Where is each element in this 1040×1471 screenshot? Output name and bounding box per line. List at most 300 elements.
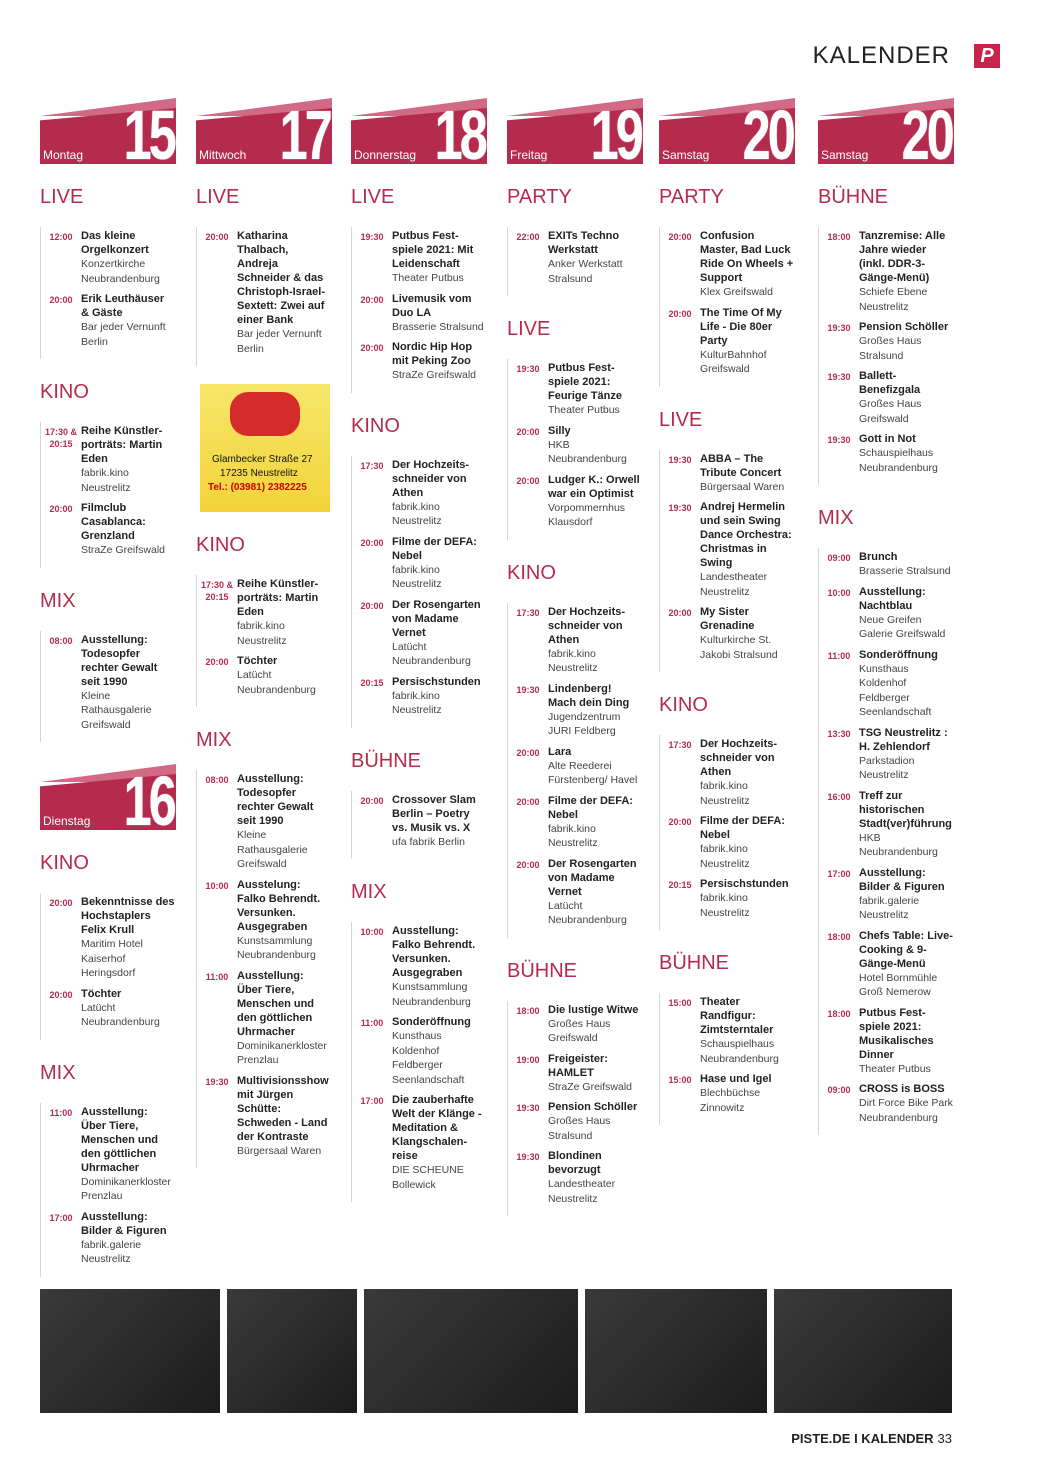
event-venue: fabrik.galerie Neustrelitz (859, 894, 920, 921)
event-time: 20:00 (49, 295, 73, 305)
event-body (81, 229, 175, 286)
event-title: Die zauberhafte Welt der Klänge - Meditation & Klangschalenreise (392, 1094, 482, 1162)
event-list (40, 227, 176, 359)
date-header (40, 762, 176, 840)
event-title: Ausstellung: Bilder & Figuren (859, 866, 945, 893)
event-time: 17:30 (668, 740, 692, 750)
event-body (548, 1149, 642, 1206)
event-title: Persischstunden (392, 675, 481, 688)
event-title: Hase und Igel (700, 1073, 772, 1085)
event-list (659, 450, 795, 673)
date-header (818, 96, 954, 174)
event-venue: Blechbüchse Zinnowitz (700, 1087, 761, 1114)
event-time: 20:00 (516, 747, 540, 758)
event-title: Ballett-Benefizgala (859, 370, 921, 396)
event-venue: Großes Haus Stralsund (859, 335, 922, 362)
event-item (819, 789, 954, 860)
event-title: Töchter (237, 655, 278, 667)
category-heading: MIX (40, 1061, 76, 1084)
event-item (819, 866, 954, 923)
event-body (700, 452, 794, 495)
day-column (659, 96, 795, 1125)
event-time: 18:00 (827, 1008, 851, 1019)
event-item (660, 877, 795, 920)
event-time: 20:00 (668, 308, 692, 319)
event-title: TSG Neustrelitz : H. Zehlendorf (859, 726, 948, 753)
weekday-label: Dienstag (43, 814, 91, 828)
event-body (81, 501, 175, 558)
category-heading: KINO (40, 381, 89, 403)
event-title: Crossover Slam Berlin – Poetry vs. Musik vs. X (392, 793, 476, 834)
category-heading: LIVE (659, 408, 703, 431)
event-venue: Landestheater Neustrelitz (548, 1178, 616, 1205)
party-photo-5 (774, 1289, 952, 1413)
category-heading: MIX (818, 507, 854, 529)
event-time: 19:30 (516, 1103, 540, 1113)
event-venue: fabrik.kino Neustrelitz (81, 467, 131, 494)
event-time: 17:30 & 20:15 (200, 580, 234, 602)
event-item (508, 857, 643, 928)
event-time: 09:00 (827, 553, 851, 563)
event-venue: Kleine Rathausgalerie Greifswald (81, 689, 152, 731)
party-photo-4 (585, 1289, 767, 1413)
event-body (548, 605, 642, 676)
event-time: 19:30 (668, 454, 692, 465)
event-venue: HKB Neubrandenburg (548, 438, 627, 465)
event-body (700, 814, 794, 871)
event-item (660, 500, 795, 599)
advert-pizza (200, 384, 330, 512)
event-time: 19:30 (827, 372, 851, 382)
event-item (352, 924, 487, 1009)
event-title: Die lustige Witwe (548, 1003, 639, 1016)
event-title: Ausstellung: Bilder & Figuren (81, 1210, 167, 1237)
event-list (196, 770, 332, 1168)
event-item (197, 878, 332, 963)
event-body (237, 878, 331, 963)
event-body (700, 1072, 794, 1115)
event-title: Pension Schöller (859, 321, 949, 333)
event-venue: fabrik.kino Neustrelitz (237, 620, 287, 647)
event-title: Filme der DEFA: Nebel (700, 815, 785, 841)
event-time: 19:30 (827, 435, 851, 445)
event-body (859, 1006, 953, 1077)
event-venue: Brasserie Stralsund (392, 320, 484, 333)
footer-text: PISTE.DE I KALENDER (791, 1431, 934, 1446)
event-list (40, 631, 176, 743)
footer (791, 1431, 952, 1446)
event-title: Putbus Festspiele 2021: Musikalisches Dinner (859, 1006, 934, 1061)
event-time: 17:00 (49, 1212, 73, 1223)
event-body (81, 1210, 175, 1267)
event-venue: Kunstsammlung Neubrandenburg (237, 934, 316, 961)
event-list (659, 227, 795, 387)
weekday-label: Freitag (510, 148, 548, 162)
category-heading: BÜHNE (818, 186, 889, 208)
event-body (392, 292, 486, 335)
party-photo-3 (364, 1289, 578, 1413)
category-heading: KINO (507, 561, 556, 584)
event-item (508, 745, 643, 788)
event-body (859, 369, 953, 426)
event-venue: fabrik.kino Neustrelitz (392, 689, 442, 716)
event-body (237, 577, 331, 648)
event-title: Sonderöffnung (392, 1016, 471, 1028)
category-heading: KINO (659, 694, 708, 716)
event-body (548, 745, 642, 788)
event-venue: DIE SCHEUNE Bollewick (392, 1164, 464, 1191)
event-list (818, 227, 954, 485)
event-title: Persischstunden (700, 878, 789, 890)
event-body (548, 857, 642, 928)
event-venue: fabrik.galerie Neustrelitz (81, 1238, 142, 1265)
event-list (659, 993, 795, 1125)
event-item (819, 369, 954, 426)
event-time: 20:00 (49, 989, 73, 1000)
event-list (40, 422, 176, 568)
event-time: 12:00 (49, 232, 73, 242)
event-title: Nordic Hip Hop mit Peking Zoo (392, 341, 473, 367)
event-venue: Bar jeder Vernunft Berlin (237, 328, 322, 355)
event-venue: StraZe Greifswald (548, 1080, 633, 1093)
event-title: Theater Randfigur: Zimtsterntaler (700, 996, 774, 1036)
event-title: My Sister Grenadine (700, 606, 755, 632)
event-item (41, 292, 176, 349)
event-body (700, 737, 794, 808)
category-heading: KINO (351, 414, 400, 437)
event-item (819, 929, 954, 1000)
event-item (508, 794, 643, 851)
advert-logo-icon (230, 392, 300, 436)
event-time: 20:00 (49, 898, 73, 908)
event-time: 10:00 (827, 587, 851, 598)
event-time: 19:30 (205, 1076, 229, 1087)
event-list (40, 893, 176, 1040)
event-item (660, 306, 795, 377)
event-time: 17:30 (360, 460, 384, 471)
event-time: 19:30 (827, 323, 851, 333)
event-item (819, 1006, 954, 1077)
event-time: 17:30 & 20:15 (44, 427, 78, 449)
event-title: Ludger K.: Orwell war ein Optimist (548, 473, 640, 500)
day-number: 15 (123, 96, 174, 174)
event-body (548, 794, 642, 851)
event-list (40, 1103, 176, 1277)
event-body (237, 1074, 331, 1159)
event-time: 20:15 (360, 677, 384, 688)
event-list (818, 548, 954, 1135)
event-title: Der Rosengarten von Madame Vernet (548, 857, 637, 898)
event-item (41, 501, 176, 558)
event-venue: Kleine Rathausgalerie Greifswald (237, 829, 308, 870)
event-time: 20:15 (668, 880, 692, 890)
event-venue: Hotel Bornmühle Groß Nemerow (859, 971, 938, 998)
event-title: The Time Of My Life - Die 80er Party (700, 306, 782, 347)
event-venue: ufa fabrik Berlin (392, 835, 465, 848)
page-title: KALENDER (812, 42, 950, 69)
event-item (660, 229, 795, 300)
event-body (859, 320, 953, 363)
event-body (859, 789, 953, 860)
event-time: 13:30 (827, 728, 851, 739)
category-heading: KINO (196, 534, 245, 556)
event-body (548, 361, 642, 418)
category-heading: BÜHNE (351, 749, 422, 772)
category-heading: BÜHNE (507, 959, 578, 982)
event-body (392, 458, 486, 529)
event-time: 20:00 (360, 600, 384, 611)
event-time: 19:30 (668, 503, 692, 513)
day-column (818, 96, 954, 1135)
event-body (548, 424, 642, 467)
event-time: 20:00 (360, 343, 384, 353)
event-item (197, 969, 332, 1068)
event-item (508, 229, 643, 286)
category-heading: MIX (196, 729, 232, 751)
event-list (351, 791, 487, 860)
event-item (660, 605, 795, 662)
event-venue: Parkstadion Neustrelitz (859, 754, 915, 781)
event-venue: Schiefe Ebene Neustrelitz (859, 286, 928, 313)
event-body (548, 1003, 642, 1046)
event-body (859, 648, 953, 720)
day-column (40, 96, 176, 1277)
event-item (352, 535, 487, 592)
event-time: 20:00 (668, 232, 692, 242)
event-body (700, 995, 794, 1066)
category-heading: BÜHNE (659, 952, 730, 974)
event-item (41, 1210, 176, 1267)
event-venue: fabrik.kino Neustrelitz (700, 843, 750, 870)
event-venue: Großes Haus Stralsund (548, 1115, 611, 1142)
page-number: 33 (937, 1431, 952, 1446)
event-time: 20:00 (516, 796, 540, 807)
event-item (508, 1003, 643, 1046)
event-venue: Alte Reederei Fürstenberg/ Havel (548, 759, 638, 786)
event-time: 17:30 (516, 607, 540, 618)
event-venue: Bürgersaal Waren (700, 480, 785, 493)
event-list (196, 575, 332, 707)
event-venue: Neue Greifen Galerie Greifswald (859, 613, 946, 640)
event-item (819, 585, 954, 642)
event-list (507, 227, 643, 296)
event-title: Brunch (859, 551, 898, 563)
event-venue: Klex Greifswald (700, 286, 773, 298)
weekday-label: Samstag (662, 148, 710, 162)
event-time: 20:00 (668, 817, 692, 827)
date-header (507, 96, 643, 174)
event-time: 19:30 (516, 364, 540, 374)
event-time: 18:00 (827, 232, 851, 242)
event-venue: Schauspielhaus Neubrandenburg (700, 1038, 779, 1065)
date-header (40, 96, 176, 174)
event-venue: Theater Putbus (859, 1062, 931, 1075)
event-body (700, 229, 794, 300)
event-title: Erik Leuthäuser & Gäste (81, 293, 165, 319)
event-venue: KulturBahnhof Greifswald (700, 348, 767, 375)
event-time: 10:00 (205, 880, 229, 891)
event-item (508, 682, 643, 739)
event-venue: fabrik.kino Neustrelitz (700, 892, 750, 919)
event-title: CROSS is BOSS (859, 1083, 945, 1095)
day-column (507, 96, 643, 1216)
event-item (508, 361, 643, 418)
category-heading: MIX (40, 589, 76, 612)
event-body (392, 793, 486, 850)
event-list (507, 359, 643, 540)
category-heading: MIX (351, 881, 387, 903)
event-title: Multivisionsshow mit Jürgen Schütte: Schweden - Land der Kontraste (237, 1074, 329, 1143)
event-body (237, 229, 331, 356)
event-venue: Kulturkirche St. Jakobi Stralsund (700, 634, 778, 661)
event-title: Ausstellung: Falko Behrendt. Versunken. Ausgegraben (392, 925, 476, 979)
event-time: 20:00 (516, 426, 540, 437)
event-title: Livemusik vom Duo LA (392, 292, 472, 319)
event-time: 20:00 (360, 294, 384, 305)
event-body (859, 1082, 953, 1125)
event-title: Töchter (81, 987, 122, 1000)
event-body (859, 726, 953, 783)
event-venue: Vorpommernhus Klausdorf (548, 501, 626, 528)
event-title: Der Hochzeitsschneider von Athen (700, 738, 778, 778)
event-item (660, 452, 795, 495)
event-time: 18:00 (827, 931, 851, 942)
event-body (392, 340, 486, 383)
event-time: 20:00 (49, 504, 73, 514)
event-item (819, 432, 954, 475)
event-item (352, 458, 487, 529)
event-time: 20:00 (360, 537, 384, 548)
event-venue: Theater Putbus (548, 404, 620, 416)
event-item (352, 598, 487, 669)
event-title: Chefs Table: Live-Cooking & 9-Gänge-Menü (859, 929, 953, 970)
event-time: 08:00 (49, 635, 73, 646)
event-venue: Dirt Force Bike Park Neubrandenburg (859, 1097, 953, 1124)
event-item (508, 1100, 643, 1143)
event-venue: Jugendzentrum JURI Feldberg (548, 710, 621, 737)
event-time: 19:30 (360, 232, 384, 242)
date-header (351, 96, 487, 174)
event-item (352, 229, 487, 286)
event-item (41, 1105, 176, 1204)
category-heading: LIVE (40, 186, 84, 208)
event-title: Treff zur historischen Stadt(ver)führung (859, 789, 952, 830)
event-time: 20:00 (668, 608, 692, 618)
event-body (392, 229, 486, 286)
event-venue: Kunstsammlung Neubrandenburg (392, 981, 471, 1008)
category-heading: KINO (40, 852, 89, 874)
event-title: Ausstellung: Über Tiere, Menschen und den göttlichen Uhrmacher (237, 969, 315, 1038)
event-venue: Theater Putbus (392, 272, 464, 284)
event-title: Filme der DEFA: Nebel (548, 794, 633, 821)
event-title: Silly (548, 424, 571, 437)
event-body (392, 1015, 486, 1087)
event-title: Gott in Not (859, 433, 916, 445)
event-body (859, 866, 953, 923)
event-item (819, 726, 954, 783)
event-venue: fabrik.kino Neustrelitz (548, 822, 598, 849)
event-title: Confusion Master, Bad Luck Ride On Wheels + Support (700, 230, 794, 284)
event-body (859, 550, 953, 579)
event-title: Reihe Künstlerporträts: Martin Eden (81, 425, 163, 465)
event-time: 20:00 (205, 232, 229, 242)
event-title: ABBA – The Tribute Concert (700, 452, 782, 479)
event-body (859, 585, 953, 642)
event-list (351, 227, 487, 393)
event-body (859, 229, 953, 314)
event-item (197, 1074, 332, 1159)
event-title: Putbus Festspiele 2021: Feurige Tänze (548, 362, 622, 402)
event-item (352, 1093, 487, 1192)
event-time: 11:00 (827, 650, 851, 661)
event-body (548, 229, 642, 286)
event-body (392, 598, 486, 669)
event-time: 11:00 (360, 1018, 384, 1028)
event-item (508, 424, 643, 467)
advert-city: 17235 Neustrelitz (220, 468, 298, 479)
event-body (700, 605, 794, 662)
event-venue: HKB Neubrandenburg (859, 831, 938, 858)
day-number: 20 (901, 96, 952, 174)
day-number: 18 (434, 96, 485, 174)
event-item (819, 320, 954, 363)
event-time: 16:00 (827, 791, 851, 802)
event-list (351, 456, 487, 728)
event-title: Ausstellung: Todesopfer rechter Gewalt seit 1990 (237, 773, 314, 827)
event-list (507, 1001, 643, 1217)
event-venue: Dominikanerkloster Prenzlau (81, 1175, 171, 1202)
event-title: Das kleine Orgelkonzert (81, 230, 149, 256)
event-venue: StraZe Greifswald (81, 544, 166, 556)
event-item (41, 229, 176, 286)
event-item (352, 292, 487, 335)
event-title: EXITs Techno Werkstatt (548, 230, 620, 256)
event-venue: Kunsthaus Koldenhof Feldberger Seenlandschaft (859, 662, 932, 718)
event-item (197, 577, 332, 648)
event-body (392, 535, 486, 592)
event-body (548, 682, 642, 739)
event-body (237, 969, 331, 1068)
event-item (660, 995, 795, 1066)
event-venue: Latücht Neubrandenburg (392, 640, 471, 667)
party-photo-2 (227, 1289, 357, 1413)
event-title: Tanzremise: Alle Jahre wieder (inkl. DDR-3-Gänge-Menü) (859, 230, 946, 284)
event-body (81, 987, 175, 1030)
event-venue: fabrik.kino Neustrelitz (392, 563, 442, 590)
event-list (196, 227, 332, 366)
event-title: Ausstellung: Über Tiere, Menschen und den göttlichen Uhrmacher (81, 1105, 159, 1174)
day-number: 19 (590, 96, 641, 174)
event-body (81, 633, 175, 733)
event-item (508, 1052, 643, 1095)
advert-address: Glambecker Straße 27 (212, 454, 313, 465)
event-title: Sonderöffnung (859, 648, 938, 661)
event-body (548, 1052, 642, 1095)
event-item (352, 340, 487, 383)
event-title: Bekenntnisse des Hochstaplers Felix Krull (81, 896, 175, 936)
event-time: 15:00 (668, 1075, 692, 1085)
event-item (41, 987, 176, 1030)
category-heading: LIVE (196, 186, 240, 208)
event-title: Freigeister: HAMLET (548, 1052, 608, 1079)
event-time: 20:00 (205, 657, 229, 667)
event-body (548, 1100, 642, 1143)
event-title: Putbus Festspiele 2021: Mit Leidenschaft (392, 230, 474, 270)
event-time: 20:00 (516, 475, 540, 486)
event-venue: fabrik.kino Neustrelitz (548, 647, 598, 674)
event-body (700, 877, 794, 920)
event-item (819, 229, 954, 314)
